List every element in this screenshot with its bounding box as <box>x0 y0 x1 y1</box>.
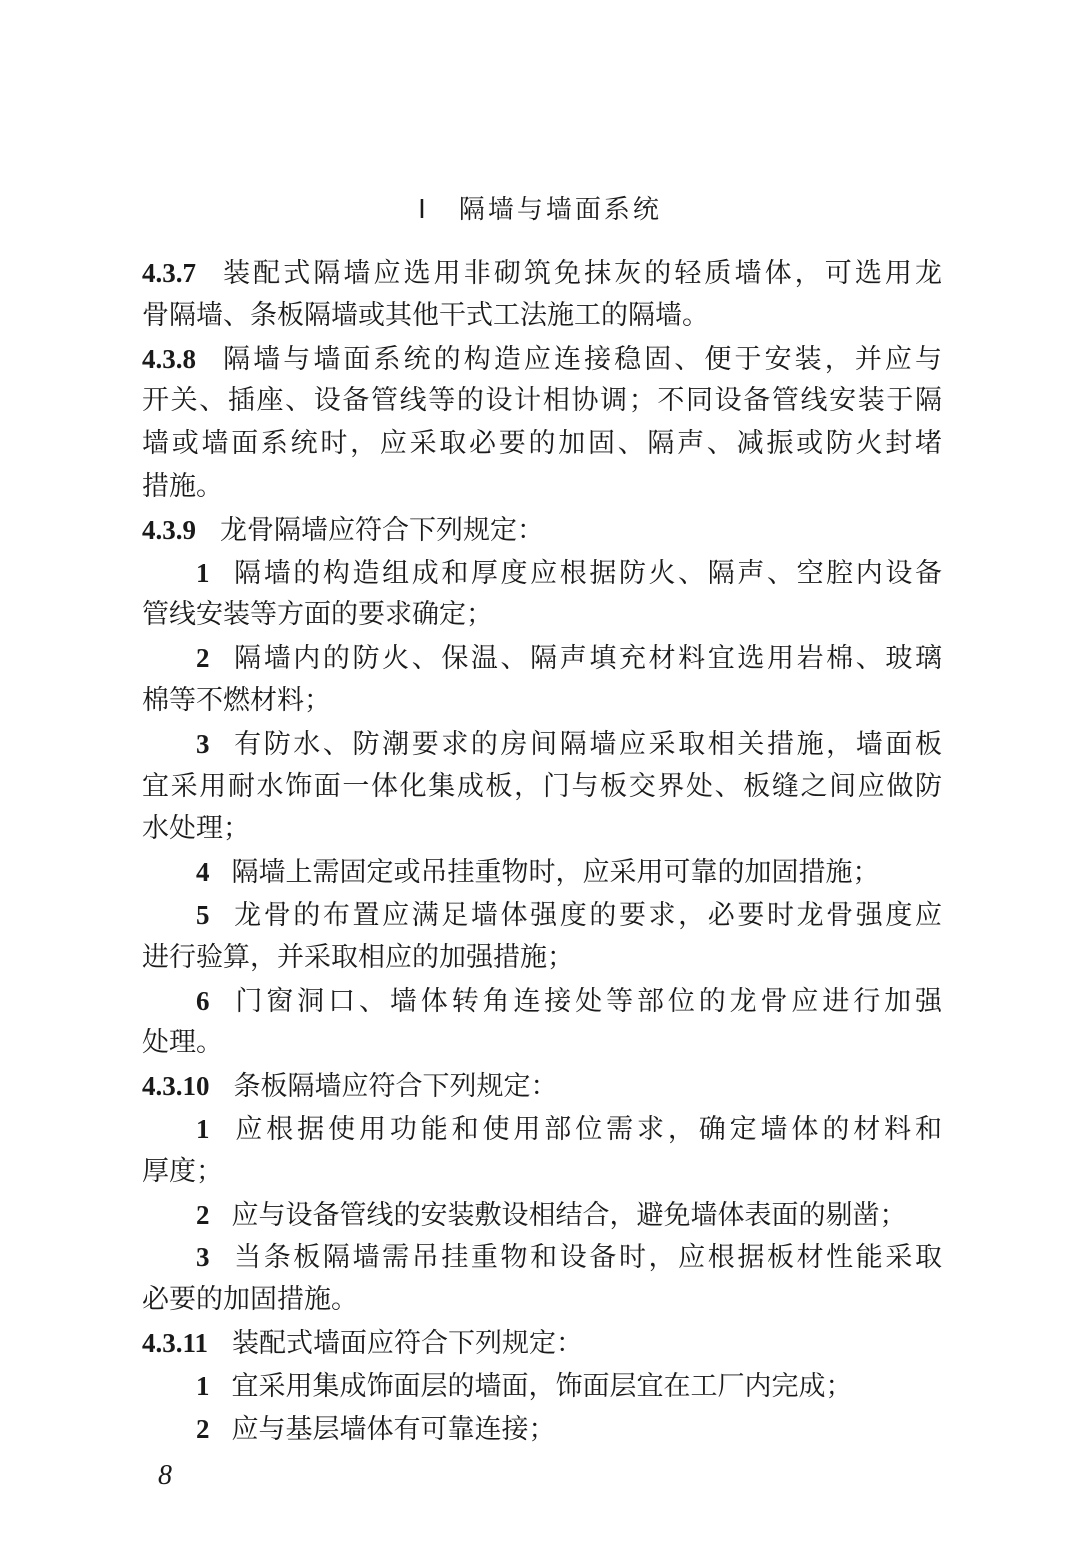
page-number: 8 <box>158 1460 172 1491</box>
continuation-line <box>142 1151 942 1194</box>
line-text: 进行验算，并采取相应的加强措施； <box>142 941 574 973</box>
item-number: 1 <box>196 557 210 588</box>
section-title: 隔墙与墙面系统 <box>458 195 662 225</box>
item-number: 2 <box>196 643 210 674</box>
document-body <box>142 252 942 1450</box>
line-text: 处理。 <box>142 1027 223 1059</box>
item-number: 2 <box>196 1199 210 1230</box>
line-text: 隔墙内的防火、保温、隔声填充材料宜选用岩棉、玻璃 <box>231 643 942 675</box>
clause-line <box>142 252 942 295</box>
list-item-line <box>142 637 942 680</box>
item-number: 1 <box>196 1113 210 1144</box>
line-text: 墙或墙面系统时，应采取必要的加固、隔声、减振或防火封堵 <box>142 428 942 460</box>
item-number: 1 <box>196 1370 210 1401</box>
item-number: 3 <box>196 1242 210 1273</box>
line-text: 应根据使用功能和使用部位需求，确定墙体的材料和 <box>231 1113 942 1145</box>
line-text: 龙骨的布置应满足墙体强度的要求，必要时龙骨强度应 <box>231 899 942 931</box>
continuation-line <box>142 423 942 466</box>
clause-line <box>142 1322 942 1365</box>
clause-number: 4.3.8 <box>142 343 196 374</box>
line-text: 隔墙与墙面系统的构造应连接稳固、便于安装，并应与 <box>220 343 942 375</box>
clause-line <box>142 1065 942 1108</box>
continuation-line <box>142 466 942 509</box>
line-text: 应与设备管线的安装敷设相结合，避免墙体表面的剔凿； <box>231 1199 907 1231</box>
item-number: 3 <box>196 728 210 759</box>
clause-number: 4.3.11 <box>142 1327 209 1358</box>
list-item-line <box>142 1108 942 1151</box>
line-text: 管线安装等方面的要求确定； <box>142 599 493 631</box>
clause-line <box>142 338 942 381</box>
line-text: 措施。 <box>142 470 223 502</box>
continuation-line <box>142 1279 942 1322</box>
line-text: 有防水、防潮要求的房间隔墙应采取相关措施，墙面板 <box>231 728 942 760</box>
continuation-line <box>142 680 942 723</box>
line-text: 装配式墙面应符合下列规定： <box>232 1327 584 1359</box>
clause-number: 4.3.10 <box>142 1071 210 1102</box>
item-number: 5 <box>196 899 210 930</box>
line-text: 条板隔墙应符合下列规定： <box>233 1071 558 1103</box>
continuation-line <box>142 766 942 809</box>
list-item-line <box>142 1365 942 1408</box>
line-text: 当条板隔墙需吊挂重物和设备时，应根据板材性能采取 <box>231 1242 942 1274</box>
line-text: 宜采用集成饰面层的墙面，饰面层宜在工厂内完成； <box>231 1370 853 1402</box>
continuation-line <box>142 1022 942 1065</box>
line-text: 厚度； <box>142 1155 223 1187</box>
line-text: 水处理； <box>142 813 250 845</box>
line-text: 隔墙上需固定或吊挂重物时，应采用可靠的加固措施； <box>231 857 880 889</box>
list-item-line <box>142 1194 942 1237</box>
item-number: 6 <box>196 985 210 1016</box>
continuation-line <box>142 380 942 423</box>
line-text: 装配式隔墙应选用非砌筑免抹灰的轻质墙体，可选用龙 <box>220 258 942 289</box>
continuation-line <box>142 937 942 980</box>
clause-line <box>142 509 942 552</box>
line-text: 隔墙的构造组成和厚度应根据防火、隔声、空腔内设备 <box>231 557 942 589</box>
list-item-line <box>142 980 942 1023</box>
list-item-line <box>142 894 942 937</box>
line-text: 宜采用耐水饰面一体化集成板，门与板交界处、板缝之间应做防 <box>142 770 942 802</box>
list-item-line <box>142 1408 942 1451</box>
section-heading <box>0 186 1080 234</box>
item-number: 4 <box>196 857 210 888</box>
list-item-line <box>142 552 942 595</box>
line-text: 龙骨隔墙应符合下列规定： <box>220 514 544 546</box>
list-item-line <box>142 851 942 894</box>
line-text: 应与基层墙体有可靠连接； <box>231 1413 556 1445</box>
clause-number: 4.3.9 <box>142 514 196 545</box>
continuation-line <box>142 295 942 338</box>
clause-number: 4.3.7 <box>142 258 196 288</box>
line-text: 开关、插座、设备管线等的设计相协调；不同设备管线安装于隔 <box>142 385 942 417</box>
item-number: 2 <box>196 1413 210 1444</box>
line-text: 棉等不燃材料； <box>142 684 331 716</box>
list-item-line <box>142 723 942 766</box>
continuation-line <box>142 808 942 851</box>
list-item-line <box>142 1236 942 1279</box>
continuation-line <box>142 594 942 637</box>
line-text: 骨隔墙、条板隔墙或其他干式工法施工的隔墙。 <box>142 299 709 331</box>
section-roman-numeral: Ⅰ <box>418 195 429 224</box>
line-text: 必要的加固措施。 <box>142 1284 358 1316</box>
line-text: 门窗洞口、墙体转角连接处等部位的龙骨应进行加强 <box>231 985 942 1017</box>
